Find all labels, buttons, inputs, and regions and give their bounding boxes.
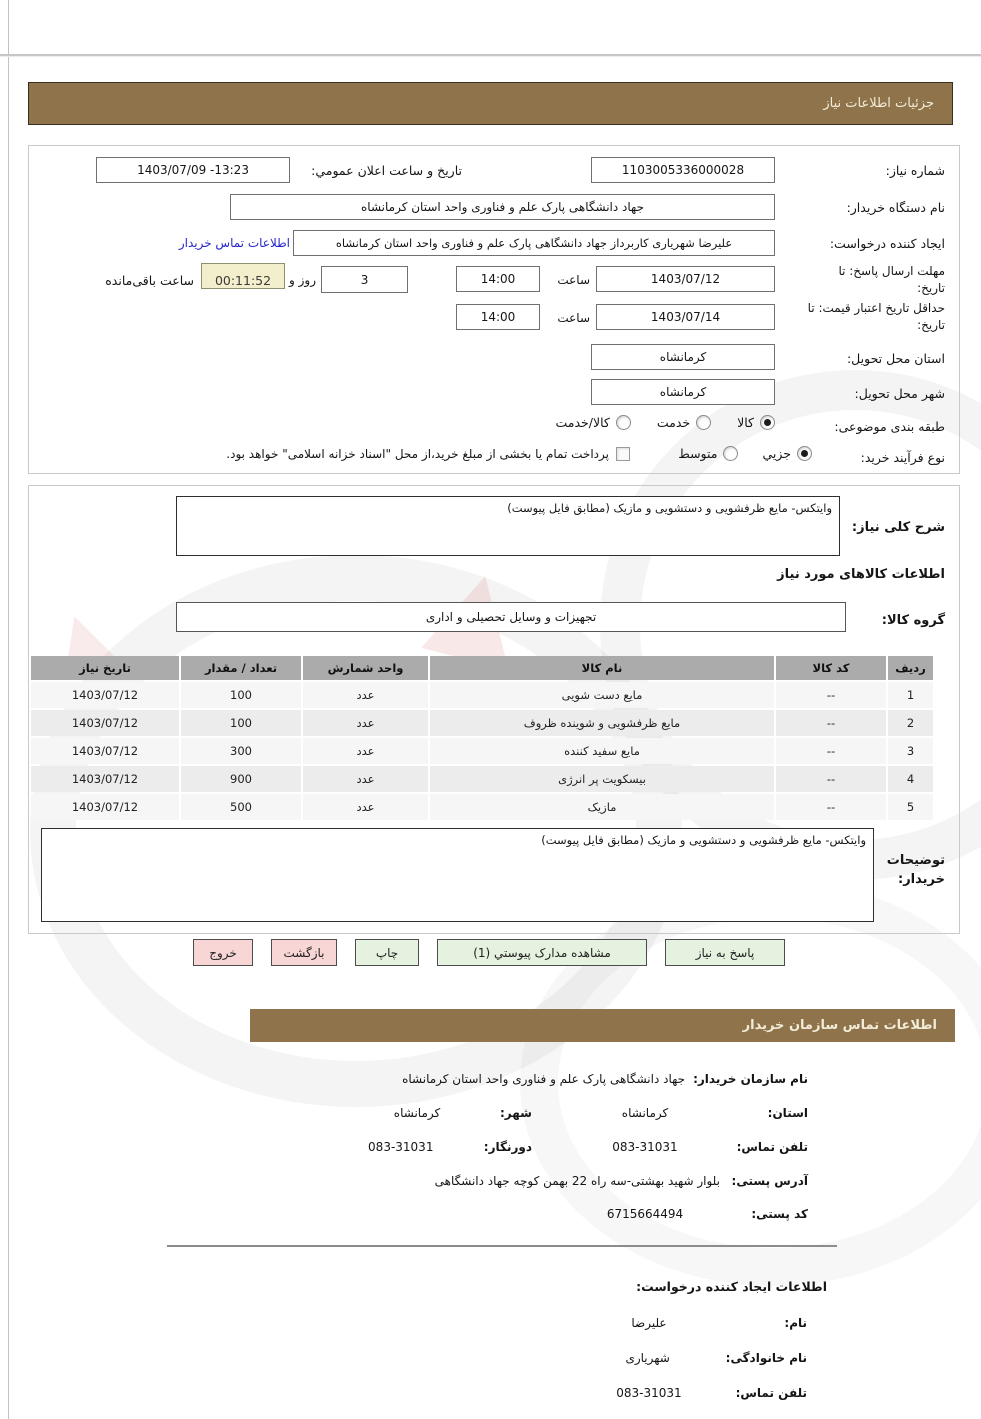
purchase-process-options — [678, 446, 812, 461]
countdown-timer — [201, 263, 285, 289]
radio-selected-icon — [760, 415, 775, 430]
table-cell: -- — [776, 682, 886, 708]
table-cell: 1403/07/12 — [31, 794, 179, 820]
reply-deadline-date: 1403/07/12 — [650, 272, 721, 286]
table-header-cell: ردیف — [888, 656, 933, 680]
creator-phone-value: 083-31031 — [616, 1386, 682, 1400]
first-name-value: علیرضا — [631, 1316, 667, 1330]
price-validity-time-field[interactable] — [456, 304, 540, 330]
days-unit-label: روز و — [289, 273, 316, 287]
goods-group-value: تجهیزات و وسایل تحصیلی و اداری — [425, 610, 597, 624]
goods-info-heading: اطلاعات کالاهای مورد نیاز — [777, 567, 945, 582]
table-header-cell: واحد شمارش — [303, 656, 428, 680]
buyer-notes-value: وایتکس- مایع ظرفشویی و دستشویی و مازیک (مطابق فایل پیوست) — [541, 833, 866, 847]
table-cell: 1 — [888, 682, 933, 708]
view-attachments-button[interactable]: مشاهده مدارک پیوستي (1) — [437, 939, 647, 966]
subject-class-options — [555, 415, 775, 430]
table-row — [31, 738, 933, 764]
reply-hour-label: ساعت — [557, 273, 590, 287]
radio-option-minor[interactable] — [762, 446, 812, 461]
org-name-value: جهاد دانشگاهی پارک علم و فناوری واحد استان کرمانشاه — [402, 1072, 686, 1086]
treasury-note-label: پرداخت تمام یا بخشی از مبلغ خرید،از محل "اسناد خزانه اسلامی" خواهد بود. — [226, 447, 609, 461]
table-cell: 1403/07/12 — [31, 738, 179, 764]
table-cell: 4 — [888, 766, 933, 792]
buyer-device-field[interactable] — [230, 194, 775, 220]
creator-phone-row — [579, 1386, 807, 1400]
radio-label: خدمت — [656, 415, 691, 430]
goods-group-field[interactable] — [176, 602, 846, 632]
reply-days-value: 3 — [360, 272, 369, 287]
creator-info-heading: اطلاعات ایجاد کننده درخواست: — [636, 1279, 827, 1294]
action-buttons — [193, 939, 785, 966]
fax-label: دورنگار: — [483, 1140, 532, 1154]
address-value: بلوار شهید بهشتی-سه راه 22 بهمن کوچه جهاد دانشگاهی — [434, 1174, 720, 1188]
table-cell: 1403/07/12 — [31, 766, 179, 792]
exit-button[interactable]: خروج — [193, 939, 253, 966]
table-header-cell: نام کالا — [430, 656, 774, 680]
last-name-row — [578, 1351, 807, 1365]
city-value: کرمانشاه — [393, 1106, 441, 1120]
table-cell: مایع ظرفشویی و شوینده ظروف — [430, 710, 774, 736]
price-validity-date: 1403/07/14 — [650, 310, 721, 324]
need-desc-label: شرح کلی نیاز: — [851, 520, 945, 535]
price-validity-time: 14:00 — [480, 310, 516, 324]
radio-option-medium[interactable] — [678, 446, 738, 461]
table-cell: 100 — [181, 682, 301, 708]
table-cell: 5 — [888, 794, 933, 820]
province-city-row — [342, 1106, 808, 1120]
page-title: جزئیات اطلاعات نیاز — [823, 96, 934, 111]
contact-header-bar — [250, 1009, 955, 1042]
goods-table — [29, 654, 935, 822]
last-name-value: شهریاری — [625, 1351, 670, 1365]
contact-header-title: اطلاعات تماس سازمان خریدار — [742, 1018, 937, 1033]
table-cell: بیسکویت پر انرژی — [430, 766, 774, 792]
phone-fax-row — [326, 1140, 808, 1154]
fax-value: 083-31031 — [368, 1140, 434, 1154]
reply-days-field[interactable] — [321, 266, 408, 293]
delivery-city-value: کرمانشاه — [659, 385, 707, 399]
first-name-row — [579, 1316, 807, 1330]
countdown-value: 00:11:52 — [214, 273, 272, 288]
treasury-checkbox[interactable] — [616, 447, 630, 461]
buyer-notes-textarea[interactable] — [41, 828, 874, 922]
treasury-checkbox-row — [226, 447, 630, 461]
postal-code-value: 6715664494 — [606, 1207, 684, 1221]
buyer-device-label: نام دستگاه خریدار: — [846, 200, 945, 215]
announce-datetime-value: 1403/07/09 -13:23 — [137, 163, 249, 177]
reply-deadline-date-field[interactable] — [596, 266, 775, 292]
table-cell: عدد — [303, 710, 428, 736]
radio-icon — [616, 415, 631, 430]
postal-code-row — [570, 1207, 808, 1221]
table-header-cell: کد کالا — [776, 656, 886, 680]
need-number-value: 1103005336000028 — [621, 163, 745, 177]
table-row — [31, 710, 933, 736]
table-cell: -- — [776, 794, 886, 820]
need-desc-textarea[interactable] — [176, 496, 840, 556]
delivery-province-field[interactable] — [591, 344, 775, 370]
table-cell: -- — [776, 738, 886, 764]
page-header-bar — [28, 82, 953, 125]
need-desc-value: وایتکس- مایع ظرفشویی و دستشویی و مازیک (مطابق فایل پیوست) — [507, 501, 832, 515]
price-validity-label: حداقل تاریخ اعتبار قیمت: تا تاریخ: — [807, 301, 945, 333]
goods-group-label: گروه کالا: — [881, 613, 945, 628]
org-name-row — [402, 1072, 808, 1086]
creator-phone-label: تلفن تماس: — [735, 1386, 807, 1400]
contact-phone-value: 083-31031 — [612, 1140, 678, 1154]
buyer-device-value: جهاد دانشگاهی پارک علم و فناوری واحد استان کرمانشاه — [361, 200, 644, 214]
table-header-cell: تاریخ نیاز — [31, 656, 179, 680]
section-divider — [167, 1245, 837, 1247]
subject-class-label: طبقه بندی موضوعی: — [834, 419, 945, 434]
table-cell: 100 — [181, 710, 301, 736]
table-header-row — [31, 656, 933, 680]
top-divider-line — [0, 54, 981, 57]
delivery-province-label: استان محل تحویل: — [846, 351, 945, 366]
reply-deadline-time: 14:00 — [480, 272, 516, 286]
radio-option-goods-service[interactable] — [555, 415, 630, 430]
radio-label: جزیي — [762, 446, 791, 461]
delivery-city-label: شهر محل تحویل: — [854, 386, 945, 401]
last-name-label: نام خانوادگی: — [725, 1351, 807, 1365]
contact-phone-label: تلفن تماس: — [736, 1140, 808, 1154]
table-row — [31, 682, 933, 708]
table-cell: -- — [776, 766, 886, 792]
countdown-unit-label: ساعت باقی‌مانده — [105, 273, 194, 288]
back-button[interactable]: بازگشت — [271, 939, 337, 966]
first-name-label: نام: — [784, 1316, 807, 1330]
table-cell: عدد — [303, 766, 428, 792]
table-cell: مایع دست شویی — [430, 682, 774, 708]
announce-datetime-field[interactable] — [96, 157, 290, 183]
table-row — [31, 794, 933, 820]
reply-deadline-time-field[interactable] — [456, 266, 540, 292]
price-validity-date-field[interactable] — [596, 304, 775, 330]
table-cell: عدد — [303, 682, 428, 708]
city-label: شهر: — [500, 1106, 532, 1120]
reply-to-need-button[interactable]: پاسخ به نیاز — [665, 939, 785, 966]
price-hour-label: ساعت — [557, 311, 590, 325]
table-cell: مایع سفید کننده — [430, 738, 774, 764]
org-name-label: نام سازمان خریدار: — [693, 1072, 808, 1086]
buyer-notes-label: توضیحات خریدار: — [886, 853, 945, 887]
address-label: آدرس پستی: — [731, 1174, 808, 1188]
table-cell: عدد — [303, 794, 428, 820]
radio-option-service[interactable] — [657, 415, 711, 430]
request-creator-label: ایجاد کننده درخواست: — [829, 236, 945, 251]
radio-selected-icon — [797, 446, 812, 461]
table-cell: 1403/07/12 — [31, 682, 179, 708]
delivery-province-value: کرمانشاه — [659, 350, 707, 364]
request-creator-value: علیرضا شهریاری کاربرداز جهاد دانشگاهی پارک علم و فناوری واحد استان کرمانشاه — [335, 236, 733, 250]
radio-label: کالا — [737, 415, 754, 430]
table-cell: 1403/07/12 — [31, 710, 179, 736]
radio-option-goods[interactable] — [737, 415, 775, 430]
province-value: کرمانشاه — [621, 1106, 669, 1120]
table-row — [31, 766, 933, 792]
purchase-process-label: نوع فرآیند خرید: — [860, 450, 945, 465]
print-button[interactable]: چاپ — [355, 939, 419, 966]
table-cell: 500 — [181, 794, 301, 820]
table-cell: 2 — [888, 710, 933, 736]
table-cell: عدد — [303, 738, 428, 764]
radio-icon — [723, 446, 738, 461]
table-cell: 900 — [181, 766, 301, 792]
table-cell: 3 — [888, 738, 933, 764]
table-cell: -- — [776, 710, 886, 736]
address-row — [435, 1174, 808, 1188]
table-header-cell: تعداد / مقدار — [181, 656, 301, 680]
radio-label: کالا/خدمت — [555, 415, 610, 430]
buyer-contact-link[interactable]: اطلاعات تماس خریدار — [178, 236, 290, 250]
need-number-field[interactable] — [591, 157, 775, 183]
table-cell: مازیک — [430, 794, 774, 820]
request-creator-field[interactable] — [293, 230, 775, 256]
left-border-line — [8, 0, 9, 1419]
postal-code-label: کد پستی: — [751, 1207, 808, 1221]
announce-datetime-label: تاریخ و ساعت اعلان عمومي: — [311, 163, 462, 178]
delivery-city-field[interactable] — [591, 379, 775, 405]
radio-label: متوسط — [678, 446, 718, 461]
reply-deadline-label: مهلت ارسال پاسخ: تا تاریخ: — [838, 264, 945, 296]
need-number-label: شماره نیاز: — [885, 163, 945, 178]
province-label: استان: — [767, 1106, 808, 1120]
radio-icon — [696, 415, 711, 430]
table-cell: 300 — [181, 738, 301, 764]
